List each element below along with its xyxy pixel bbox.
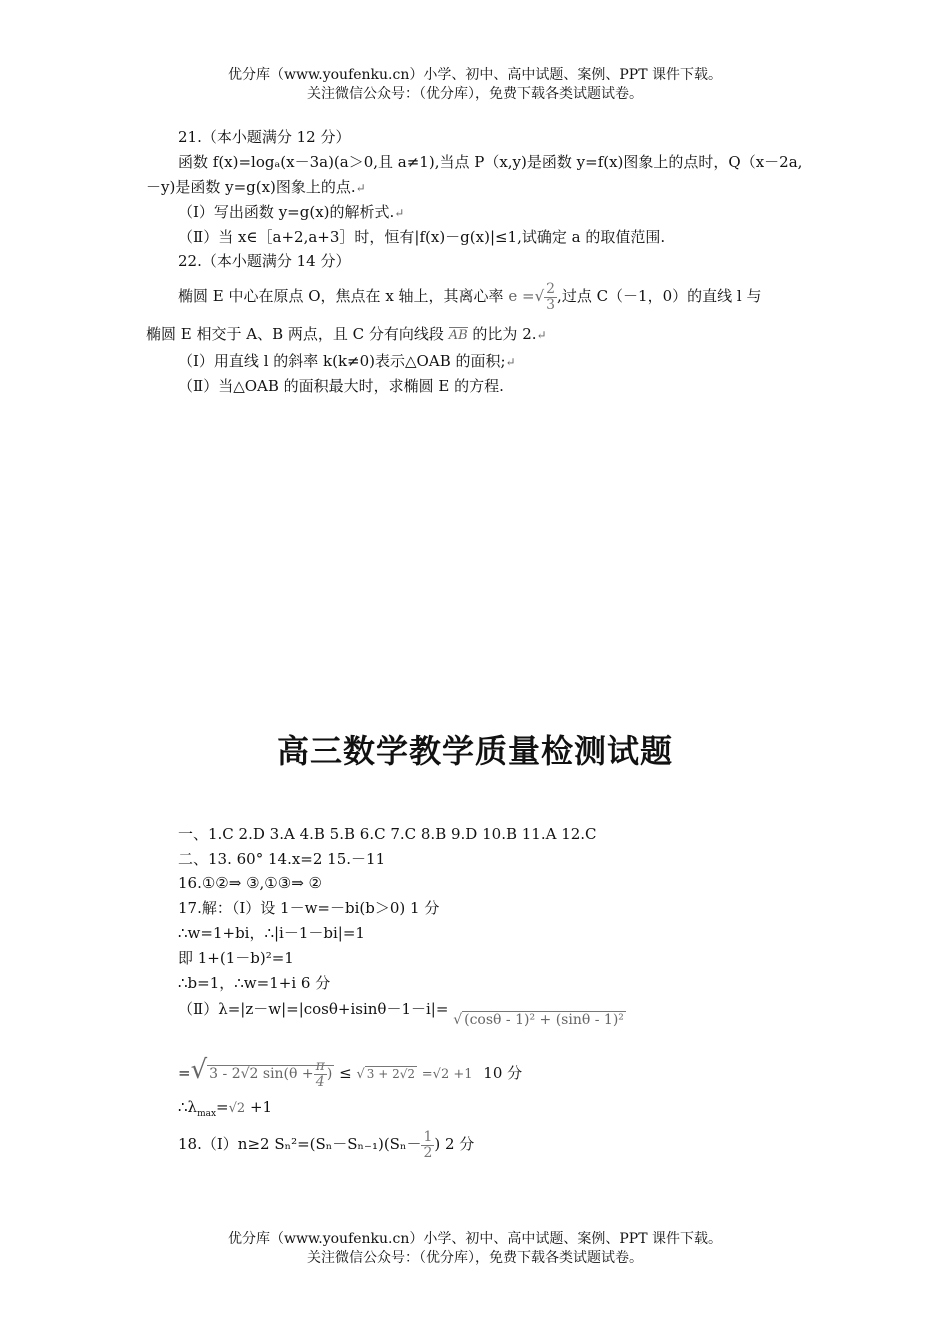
q22-heading: 22.（本小题满分 14 分） xyxy=(178,252,351,270)
q22-text-line-2: 椭圆 E 相交于 A、B 两点，且 C 分有向线段 AB 的比为 2.↵ xyxy=(146,325,547,343)
paragraph-mark-icon: ↵ xyxy=(394,206,405,220)
sqrt-symbol: √ xyxy=(356,1067,365,1082)
footer-line-2: 关注微信公众号：（优分库），免费下载各类试题试卷。 xyxy=(307,1250,643,1266)
q22-part-1: （Ⅰ）用直线 l 的斜率 k(k≠0)表示△OAB 的面积;↵ xyxy=(178,352,516,370)
pi-over-four-fraction: $\frac{\pi}{4}$ xyxy=(315,1057,325,1090)
paragraph-mark-icon: ↵ xyxy=(355,181,366,195)
answer-17-step-2: ∴w=1+bi，∴|i－1－bi|=1 xyxy=(178,924,365,942)
q21-text-line-1: 函数 f(x)=logₐ(x－3a)(a＞0,且 a≠1),当点 P（x,y)是函数 y=f(x)图象上的点时，Q（x－2a, xyxy=(178,153,803,171)
eccentricity-fraction: $\frac{2}{3}$ xyxy=(546,280,556,313)
answer-17-step-3: 即 1+(1－b)²=1 xyxy=(178,949,294,967)
page-title: 高三数学教学质量检测试题 xyxy=(276,732,673,770)
sqrt-symbol: √ xyxy=(534,287,545,305)
answer-choice-key: 一、1.C 2.D 3.A 4.B 5.B 6.C 7.C 8.B 9.D 10.B 11.A 12.C xyxy=(178,825,597,843)
q22-part-2: （Ⅱ）当△OAB 的面积最大时，求椭圆 E 的方程. xyxy=(178,377,504,395)
answer-17-part-2: （Ⅱ）λ=|z－w|=|cosθ+isinθ－1－i|= √ (cosθ - 1)² + (sinθ - 1)² xyxy=(178,1000,624,1028)
one-half-fraction: $\frac{1}{2}$ xyxy=(423,1128,433,1161)
paragraph-mark-icon: ↵ xyxy=(505,355,516,369)
answer-18-part-1: 18.（Ⅰ）n≥2 Sₙ²=(Sₙ－Sₙ₋₁)(Sₙ－ $\frac{1}{2}$ ) 2 分 xyxy=(178,1128,475,1161)
paragraph-mark-icon: ↵ xyxy=(536,328,547,342)
vector-ab: AB xyxy=(448,328,468,343)
answer-17-bound: =√ 3 - 2√2 sin(θ + $\frac{\pi}{4}$ ) ≤ √ 3 + 2√2 =√2 +1 10 分 xyxy=(178,1055,523,1090)
q21-part-2: （Ⅱ）当 x∈［a+2,a+3］时，恒有|f(x)－g(x)|≤1,试确定 a 的取值范围. xyxy=(178,228,666,246)
q21-heading: 21.（本小题满分 12 分） xyxy=(178,128,351,146)
answer-17-step-1: 17.解：（Ⅰ）设 1－w=－bi(b＞0) 1 分 xyxy=(178,899,440,917)
q21-part-1: （Ⅰ）写出函数 y=g(x)的解析式.↵ xyxy=(178,203,405,221)
answer-fill-key: 二、13. 60° 14.x=2 15.－11 xyxy=(178,850,386,868)
answer-17-step-4: ∴b=1，∴w=1+i 6 分 xyxy=(178,974,331,992)
sqrt-symbol: √ xyxy=(190,1055,208,1085)
q21-text-line-2: －y)是函数 y=g(x)图象上的点.↵ xyxy=(146,178,366,196)
header-line-1: 优分库（www.youfenku.cn）小学、初中、高中试题、案例、PPT 课件下载。 xyxy=(227,67,722,83)
answer-16: 16.①②⇒ ③,①③⇒ ② xyxy=(178,874,322,892)
answer-17-lambda-max: $\therefore\lambda_{max}=√2 +1$ xyxy=(178,1098,273,1119)
root-expression: √ (cosθ - 1)² + (sinθ - 1)² xyxy=(453,1012,624,1028)
header-line-2: 关注微信公众号：（优分库），免费下载各类试题试卷。 xyxy=(307,86,643,102)
q22-text-line-1: 椭圆 E 中心在原点 O，焦点在 x 轴上，其离心率 e =√ $\frac{2}{3}$ ,过点 C（－1，0）的直线 l 与 xyxy=(178,280,762,313)
footer-line-1: 优分库（www.youfenku.cn）小学、初中、高中试题、案例、PPT 课件下载。 xyxy=(227,1231,722,1247)
sqrt-symbol: √ xyxy=(453,1012,463,1028)
eccentricity-symbol: e = xyxy=(508,287,535,305)
